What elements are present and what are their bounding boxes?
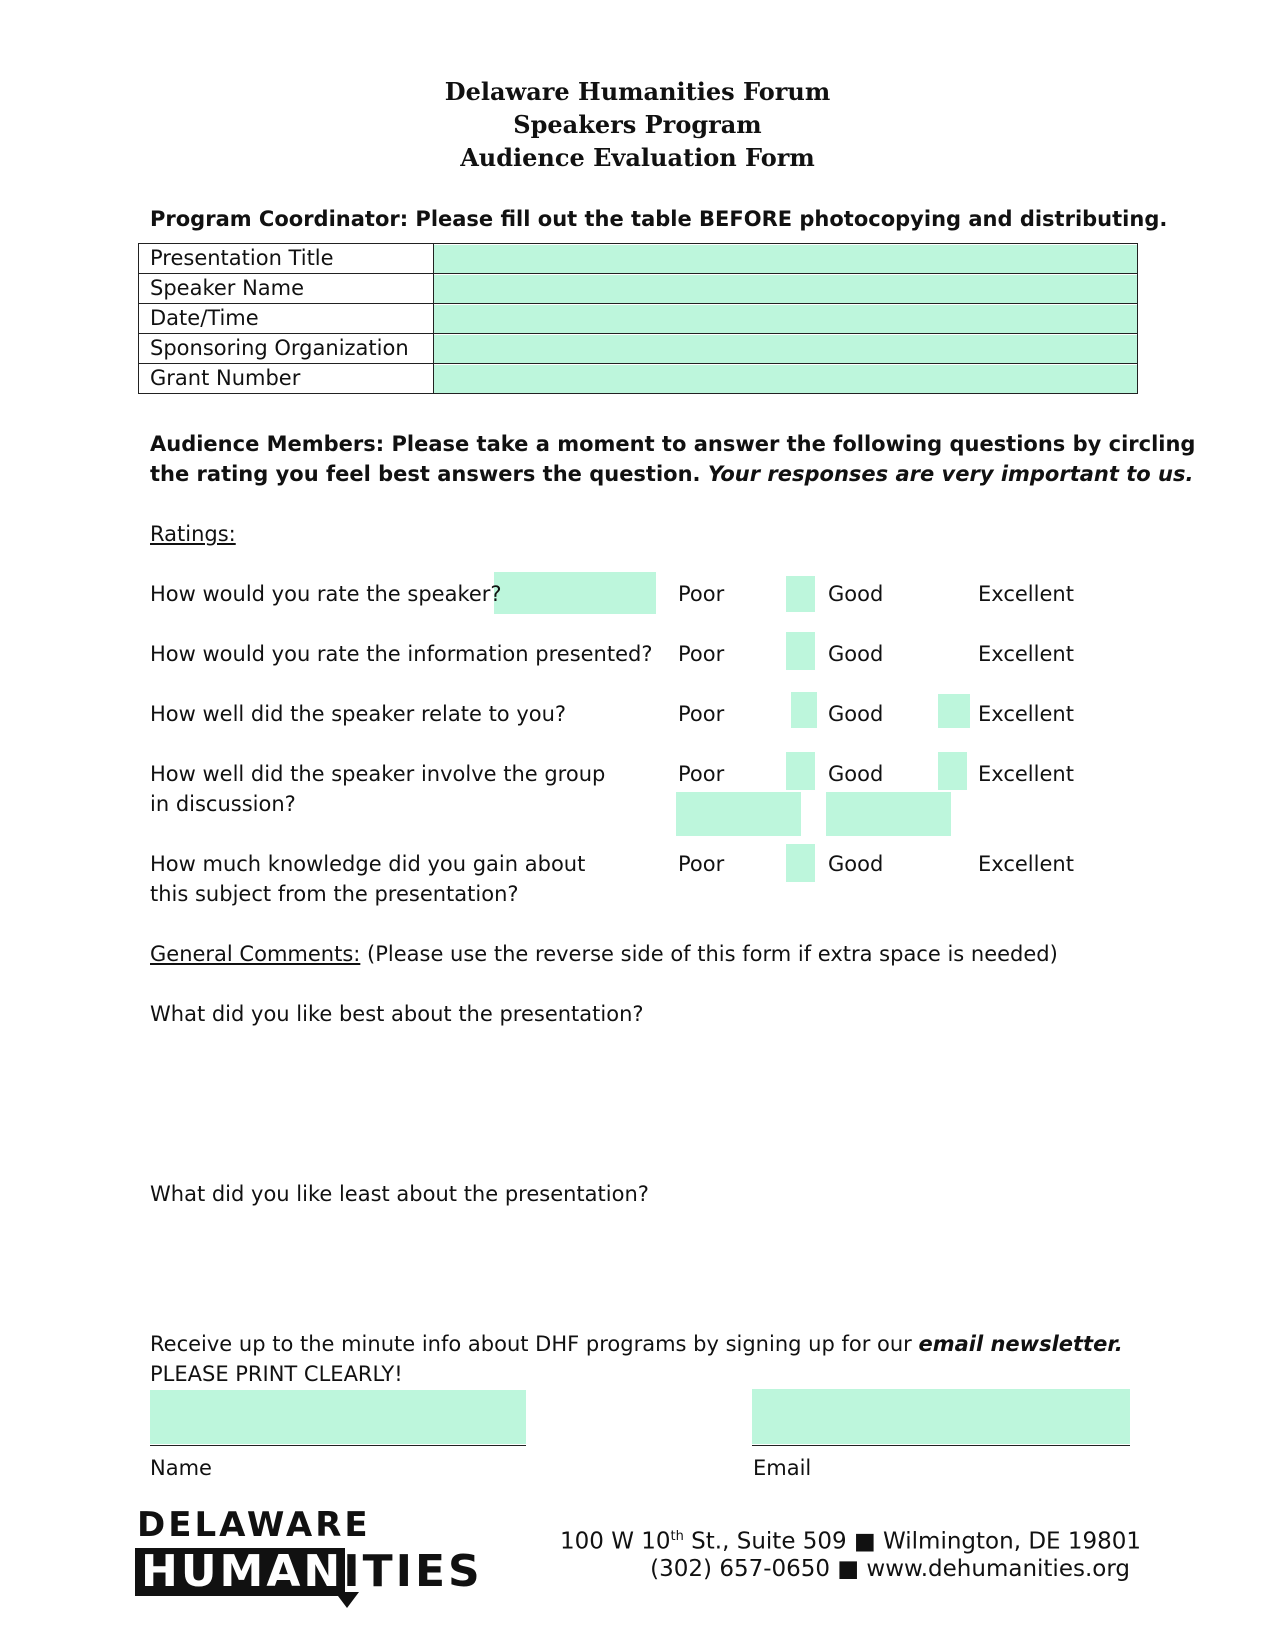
general-comments: General Comments: (Please use the reverse side of this form if extra space is needed) bbox=[150, 942, 1058, 966]
footer-address: 100 W 10th St., Suite 509 ■ Wilmington, DE 19801 bbox=[560, 1528, 1142, 1555]
rating-poor[interactable]: Poor bbox=[678, 642, 725, 666]
rating-good[interactable]: Good bbox=[828, 852, 884, 876]
presentation-title-field[interactable] bbox=[434, 244, 1138, 274]
rating-field-speaker-mid[interactable] bbox=[786, 576, 815, 612]
question-information: How would you rate the information presented? bbox=[150, 642, 653, 666]
question-liked-least: What did you like least about the presentation? bbox=[150, 1182, 649, 1206]
program-info-table bbox=[138, 243, 1138, 394]
rating-field-speaker-left[interactable] bbox=[494, 572, 656, 614]
sponsoring-organization-field[interactable] bbox=[434, 334, 1138, 364]
ratings-heading: Ratings: bbox=[150, 522, 236, 546]
table-row bbox=[139, 244, 1138, 274]
rating-good[interactable]: Good bbox=[828, 762, 884, 786]
question-speaker: How would you rate the speaker? bbox=[150, 582, 502, 606]
rating-excellent[interactable]: Excellent bbox=[978, 702, 1074, 726]
newsletter-email-field[interactable] bbox=[752, 1389, 1130, 1444]
newsletter-name-field[interactable] bbox=[150, 1390, 526, 1444]
grant-number-label: Grant Number bbox=[139, 364, 434, 394]
rating-good[interactable]: Good bbox=[828, 582, 884, 606]
email-label: Email bbox=[753, 1456, 812, 1480]
question-knowledge-line2: this subject from the presentation? bbox=[150, 882, 519, 906]
rating-good[interactable]: Good bbox=[828, 702, 884, 726]
presentation-title-label: Presentation Title bbox=[139, 244, 434, 274]
rating-field-relate-right[interactable] bbox=[938, 694, 970, 728]
newsletter-text: Receive up to the minute info about DHF programs by signing up for our email newsletter. bbox=[150, 1332, 1123, 1356]
rating-field-involve-left-lower[interactable] bbox=[676, 792, 801, 836]
rating-poor[interactable]: Poor bbox=[678, 582, 725, 606]
rating-field-info-mid[interactable] bbox=[786, 632, 815, 670]
audience-intro-line1: Audience Members: Please take a moment to answer the following questions by circling bbox=[150, 432, 1196, 456]
coordinator-note: Program Coordinator: Please fill out the table BEFORE photocopying and distributing. bbox=[150, 207, 1168, 231]
date-time-field[interactable] bbox=[434, 304, 1138, 334]
rating-poor[interactable]: Poor bbox=[678, 762, 725, 786]
name-underline bbox=[150, 1445, 526, 1446]
rating-excellent[interactable]: Excellent bbox=[978, 642, 1074, 666]
question-involve-line1: How well did the speaker involve the group bbox=[150, 762, 606, 786]
form-org-title: Delaware Humanities Forum bbox=[444, 77, 831, 106]
rating-poor[interactable]: Poor bbox=[678, 702, 725, 726]
rating-field-involve-right[interactable] bbox=[938, 752, 967, 790]
sponsoring-organization-label: Sponsoring Organization bbox=[139, 334, 434, 364]
rating-field-knowledge-mid[interactable] bbox=[786, 844, 815, 882]
rating-good[interactable]: Good bbox=[828, 642, 884, 666]
rating-excellent[interactable]: Excellent bbox=[978, 852, 1074, 876]
form-program-title: Speakers Program bbox=[513, 110, 762, 139]
rating-excellent[interactable]: Excellent bbox=[978, 582, 1074, 606]
footer-contact: (302) 657-0650 ■ www.dehumanities.org bbox=[650, 1556, 1130, 1582]
rating-poor[interactable]: Poor bbox=[678, 852, 725, 876]
question-liked-best: What did you like best about the presentation? bbox=[150, 1002, 644, 1026]
question-relate: How well did the speaker relate to you? bbox=[150, 702, 567, 726]
email-underline bbox=[752, 1445, 1130, 1446]
date-time-label: Date/Time bbox=[139, 304, 434, 334]
table-row bbox=[139, 364, 1138, 394]
rating-field-involve-mid-lower[interactable] bbox=[826, 792, 951, 836]
speaker-name-label: Speaker Name bbox=[139, 274, 434, 304]
table-row bbox=[139, 334, 1138, 364]
audience-intro-line2: the rating you feel best answers the question. Your responses are very important to us. bbox=[150, 462, 1194, 486]
rating-field-relate-mid[interactable] bbox=[791, 692, 817, 728]
question-knowledge-line1: How much knowledge did you gain about bbox=[150, 852, 586, 876]
grant-number-field[interactable] bbox=[434, 364, 1138, 394]
name-label: Name bbox=[150, 1456, 212, 1480]
logo-humanities: HUMANITIES bbox=[135, 1548, 487, 1604]
rating-field-involve-mid[interactable] bbox=[786, 752, 815, 790]
table-row bbox=[139, 274, 1138, 304]
question-involve-line2: in discussion? bbox=[150, 792, 296, 816]
rating-excellent[interactable]: Excellent bbox=[978, 762, 1074, 786]
table-row bbox=[139, 304, 1138, 334]
speaker-name-field[interactable] bbox=[434, 274, 1138, 304]
logo-delaware: DELAWARE bbox=[137, 1505, 371, 1545]
form-title: Audience Evaluation Form bbox=[460, 143, 815, 172]
print-clearly-note: PLEASE PRINT CLEARLY! bbox=[150, 1362, 403, 1386]
